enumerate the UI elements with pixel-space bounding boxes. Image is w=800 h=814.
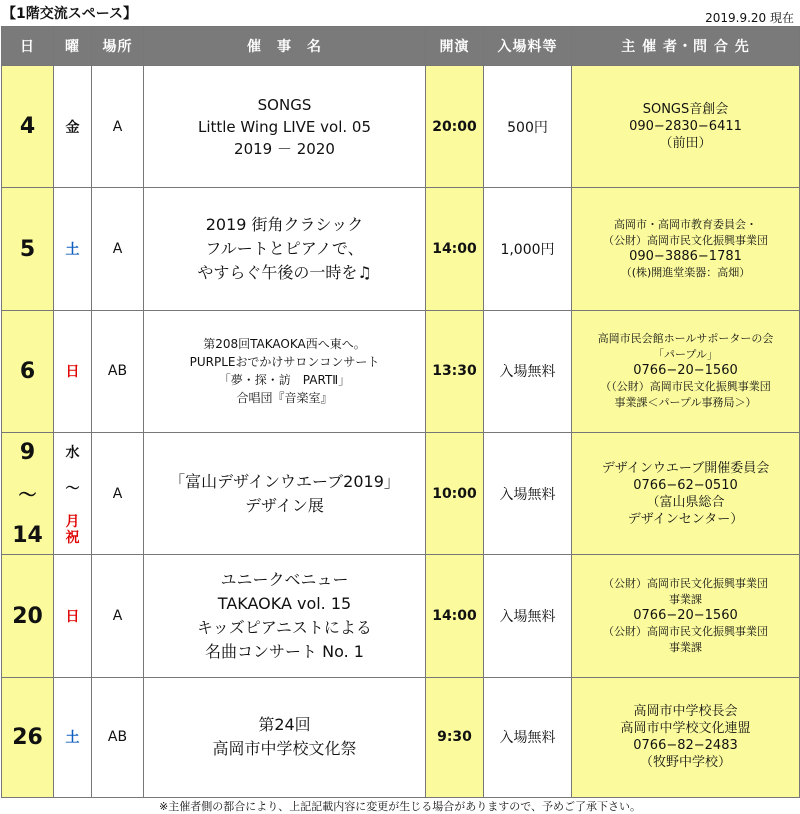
organizer-line: 0766−20−1560 [633, 608, 738, 624]
event-name-line: デザイン展 [245, 495, 324, 515]
event-day: 5 [2, 188, 54, 310]
event-weekday: 日 [54, 310, 92, 432]
event-name-line: SONGS [257, 95, 312, 114]
header-venue: 場所 [92, 27, 144, 66]
event-start-time: 10:00 [426, 433, 484, 555]
organizer-line: 「パープル」 [652, 348, 718, 362]
table-row [2, 555, 800, 677]
organizer-line: （公財）高岡市民文化振興事業団 [603, 577, 768, 591]
event-name-line: 2019 街角クラシック [205, 215, 364, 235]
organizer-line: （（公財）高岡市民文化振興事業団 [600, 380, 771, 394]
organizer-line: （(株)開進堂楽器：高畑） [620, 266, 751, 280]
event-name-line: キッズピアニストによる [197, 618, 372, 638]
event-name-line: 名曲コンサート No. 1 [205, 642, 364, 662]
event-start-time: 14:00 [426, 555, 484, 677]
event-day: 4 [2, 66, 54, 188]
event-name-line: 「富山デザインウエーブ2019」 [169, 471, 400, 491]
event-organizer [572, 310, 800, 432]
organizer-line: デザインウエーブ開催委員会 [601, 460, 770, 476]
organizer-line: 高岡市中学校長会 [633, 704, 738, 720]
header-organizer: 主 催 者・問 合 先 [572, 27, 800, 66]
organizer-line: 事業課 [669, 641, 702, 655]
organizer-line: （富山県総合 [646, 494, 725, 510]
event-day: 20 [2, 555, 54, 677]
organizer-line: 0766−62−0510 [633, 477, 738, 493]
organizer-line: 高岡市中学校文化連盟 [620, 721, 751, 737]
event-venue: AB [92, 310, 144, 432]
event-weekday: 日 [54, 555, 92, 677]
event-start-time: 20:00 [426, 66, 484, 188]
event-start-time: 13:30 [426, 310, 484, 432]
event-name-line: 合唱団『音楽室』 [236, 391, 333, 406]
event-day-start: 9 [19, 439, 36, 465]
event-admission: 入場無料 [484, 677, 572, 797]
header-day: 日 [2, 27, 54, 66]
event-venue: A [92, 188, 144, 310]
table-header-row [2, 27, 800, 66]
header-weekday: 曜 [54, 27, 92, 66]
weekday-end-holiday: 祝 [65, 529, 80, 546]
event-name-line: 「夢・探・訪 PARTⅡ」 [218, 373, 351, 388]
event-day-range [2, 433, 54, 555]
event-venue: A [92, 433, 144, 555]
header-event-name: 催 事 名 [144, 27, 426, 66]
organizer-line: 事業課＜パープル事務局＞） [614, 396, 757, 410]
event-organizer [572, 66, 800, 188]
organizer-line: SONGS音創会 [642, 102, 729, 118]
event-admission: 入場無料 [484, 433, 572, 555]
event-admission: 入場無料 [484, 310, 572, 432]
organizer-line: 0766−82−2483 [633, 738, 738, 754]
event-day: 26 [2, 677, 54, 797]
event-admission: 入場無料 [484, 555, 572, 677]
event-name [144, 433, 426, 555]
event-name [144, 677, 426, 797]
event-weekday-range [54, 433, 92, 555]
organizer-line: （前田） [659, 136, 712, 152]
organizer-line: 0766−20−1560 [633, 363, 738, 379]
event-name-line: ユニークベニュー [220, 570, 349, 590]
organizer-line: デザインセンター） [627, 511, 744, 527]
event-name-line: 第208回TAKAOKA西へ東へ。 [203, 337, 366, 352]
event-admission: 1,000円 [484, 188, 572, 310]
event-name [144, 66, 426, 188]
event-name-line: 第24回 [258, 715, 311, 735]
event-start-time: 9:30 [426, 677, 484, 797]
event-organizer [572, 188, 800, 310]
event-weekday: 土 [54, 188, 92, 310]
event-name-line: フルートとピアノで、 [205, 239, 364, 259]
event-schedule-table [1, 26, 800, 798]
organizer-line: 事業課 [669, 593, 702, 607]
section-title: 【1階交流スペース】 [2, 6, 138, 22]
event-name-line: PURPLEおでかけサロンコンサート [189, 355, 380, 370]
table-row [2, 677, 800, 797]
event-name-line: 2019 － 2020 [234, 139, 335, 158]
event-name-line: やすらぐ午後の一時を♫ [197, 263, 372, 283]
table-row [2, 433, 800, 555]
event-venue: A [92, 66, 144, 188]
organizer-line: 090−2830−6411 [629, 119, 742, 135]
event-weekday: 金 [54, 66, 92, 188]
table-row [2, 66, 800, 188]
table-row [2, 310, 800, 432]
event-start-time: 14:00 [426, 188, 484, 310]
range-tilde: ～ [65, 480, 80, 497]
event-venue: A [92, 555, 144, 677]
header-start-time: 開演 [426, 27, 484, 66]
event-day: 6 [2, 310, 54, 432]
range-tilde: ～ [18, 484, 37, 506]
event-organizer [572, 433, 800, 555]
organizer-line: 090−3886−1781 [629, 249, 742, 265]
footnote: ※主催者側の都合により、上記記載内容に変更が生じる場合がありますので、予めご了承下さい。 [159, 800, 641, 813]
event-weekday-end [66, 514, 80, 546]
event-name-line: TAKAOKA vol. 15 [217, 594, 352, 614]
event-organizer [572, 555, 800, 677]
event-admission: 500円 [484, 66, 572, 188]
organizer-line: 高岡市民会館ホールサポーターの会 [597, 332, 774, 346]
organizer-line: （公財）高岡市民文化振興事業団 [603, 625, 768, 639]
organizer-line: （牧野中学校） [639, 755, 731, 771]
event-weekday: 土 [54, 677, 92, 797]
as-of-date: 2019.9.20 現在 [705, 11, 794, 25]
event-weekday-start: 水 [65, 444, 80, 461]
header-admission: 入場料等 [484, 27, 572, 66]
weekday-end-monday: 月 [65, 513, 80, 530]
event-name [144, 555, 426, 677]
event-day-end: 14 [12, 522, 43, 548]
event-organizer [572, 677, 800, 797]
event-name-line: 高岡市中学校文化祭 [212, 739, 357, 759]
event-name [144, 188, 426, 310]
table-row [2, 188, 800, 310]
organizer-line: 高岡市・高岡市教育委員会・ [614, 218, 757, 232]
event-name [144, 310, 426, 432]
event-venue: AB [92, 677, 144, 797]
event-name-line: Little Wing LIVE vol. 05 [197, 117, 372, 136]
organizer-line: （公財）高岡市民文化振興事業団 [603, 234, 768, 248]
